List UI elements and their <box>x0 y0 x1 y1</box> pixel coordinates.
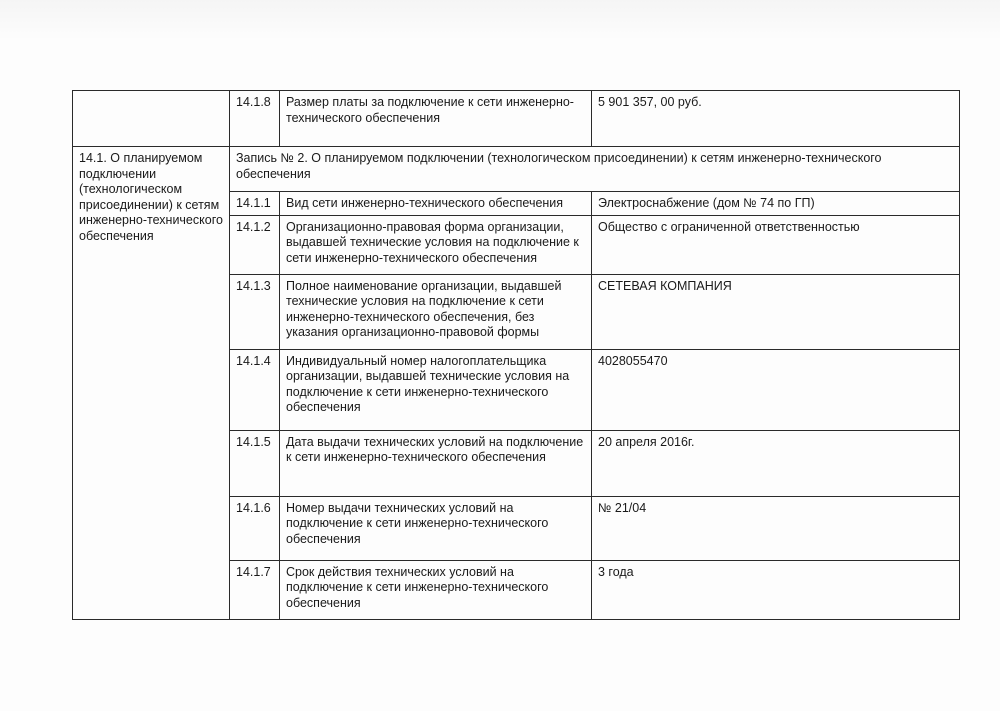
row-value: 4028055470 <box>592 349 960 430</box>
row-label: Дата выдачи технических условий на подключение к сети инженерно-технического обеспечения <box>280 430 592 496</box>
row-label: Организационно-правовая форма организации, выдавшей технические условия на подключение к сети инженерно-технического обеспечения <box>280 215 592 274</box>
row-number: 14.1.2 <box>230 215 280 274</box>
row-value: СЕТЕВАЯ КОМПАНИЯ <box>592 274 960 349</box>
empty-cell <box>73 91 230 147</box>
row-number: 14.1.1 <box>230 192 280 216</box>
row-value: № 21/04 <box>592 496 960 560</box>
row-number: 14.1.5 <box>230 430 280 496</box>
row-label: Полное наименование организации, выдавшей технические условия на подключение к сети инженерно-технического обеспечения, без указания организационно-правовой формы <box>280 274 592 349</box>
section-title: 14.1. О планируемом подключении (технологическом присоединении) к сетям инженерно-технического обеспечения <box>73 147 230 620</box>
row-value: Общество с ограниченной ответственностью <box>592 215 960 274</box>
scan-shadow <box>0 0 1000 40</box>
table-row <box>73 91 960 147</box>
table-row <box>73 147 960 192</box>
row-label: Вид сети инженерно-технического обеспечения <box>280 192 592 216</box>
row-label: Срок действия технических условий на подключение к сети инженерно-технического обеспечения <box>280 560 592 619</box>
row-value: 20 апреля 2016г. <box>592 430 960 496</box>
row-label: Номер выдачи технических условий на подключение к сети инженерно-технического обеспечения <box>280 496 592 560</box>
row-label: Индивидуальный номер налогоплательщика организации, выдавшей технические условия на подключение к сети инженерно-технического обеспечения <box>280 349 592 430</box>
row-number: 14.1.6 <box>230 496 280 560</box>
row-value: 5 901 357, 00 руб. <box>592 91 960 147</box>
row-value: 3 года <box>592 560 960 619</box>
row-label: Размер платы за подключение к сети инженерно-технического обеспечения <box>280 91 592 147</box>
row-number: 14.1.4 <box>230 349 280 430</box>
disclosure-table <box>72 90 960 620</box>
row-number: 14.1.7 <box>230 560 280 619</box>
row-number: 14.1.8 <box>230 91 280 147</box>
row-number: 14.1.3 <box>230 274 280 349</box>
record-title: Запись № 2. О планируемом подключении (технологическом присоединении) к сетям инженерно-технического обеспечения <box>230 147 960 192</box>
row-value: Электроснабжение (дом № 74 по ГП) <box>592 192 960 216</box>
